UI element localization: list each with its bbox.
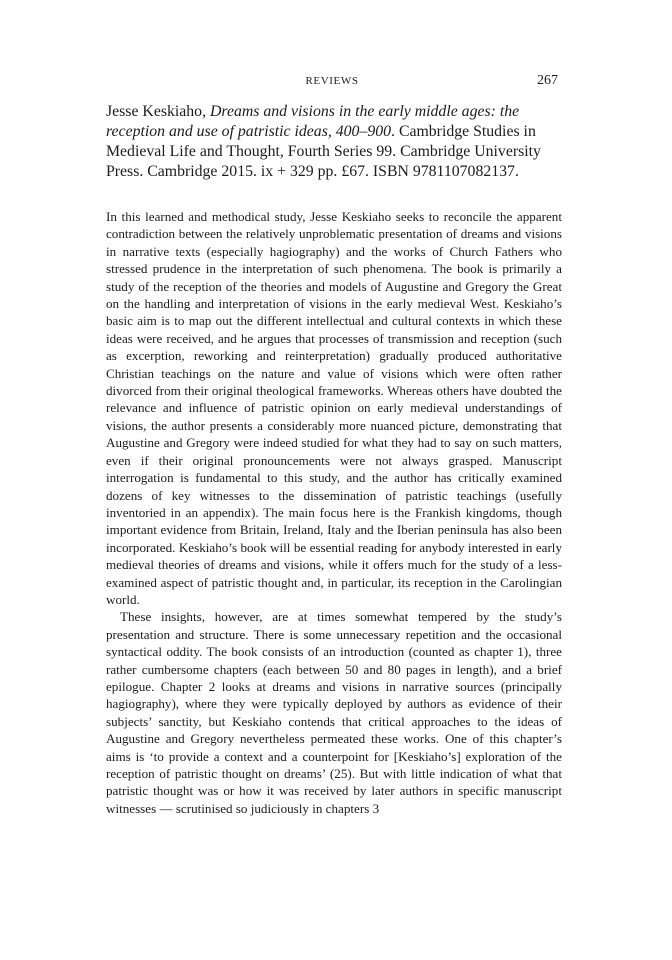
- running-head: [106, 73, 558, 91]
- citation-book-title: Dreams and visions in the early middle ages: the reception and use of patristic ideas, 400–900: [106, 103, 520, 140]
- review-paragraph-2: These insights, however, are at times somewhat tempered by the study’s presentation and structure. There is some unnecessary repetition and the occasional syntactical oddity. The book consists of an introduction (counted as chapter 1), three rather cumbersome chapters (each between 50 and 80 pages in length), and a brief epilogue. Chapter 2 looks at dreams and visions in narrative sources (principally hagiography), where they were typically deployed by authors as evidence of their subjects’ sanctity, but Keskiaho contends that critical approaches to the ideas of Augustine and Gregory nevertheless permeated these works. One of this chapter’s aims is ‘to provide a context and a counterpoint for [Keskiaho’s] exploration of the reception of patristic thought on dreams’ (25). But with little indication of what that patristic thought was or how it was received by later authors in specific manuscript witnesses — scrutinised so judiciously in chapters 3: [106, 609, 562, 816]
- citation-author: Jesse Keskiaho,: [106, 103, 210, 120]
- book-citation: [106, 102, 562, 182]
- running-title: REVIEWS: [305, 75, 359, 87]
- review-paragraph-1: In this learned and methodical study, Jesse Keskiaho seeks to reconcile the apparent contradiction between the relatively unproblematic presentation of dreams and visions in narrative texts (especially hagiography) and the works of Church Fathers who stressed prudence in the interpretation of such phenomena. The book is primarily a study of the reception of the theories and models of Augustine and Gregory the Great on the handling and interpretation of visions in the early medieval West. Keskiaho’s basic aim is to map out the different intellectual and cultural contexts in which these ideas were received, and he argues that processes of transmission and reception (such as excerption, reworking and reinterpretation) gradually produced authoritative Christian teachings on the nature and value of visions which were often rather divorced from their original theological frameworks. Whereas others have doubted the relevance and influence of patristic opinion on early medieval understandings of visions, the author presents a considerably more nuanced picture, demonstrating that Augustine and Gregory were indeed studied for what they had to say on such matters, even if their original pronouncements were not always grasped. Manuscript interrogation is fundamental to this study, and the author has critically examined dozens of key witnesses to the dissemination of patristic teachings (usefully inventoried in an appendix). The main focus here is the Frankish kingdoms, though important evidence from Britain, Ireland, Italy and the Iberian peninsula has also been incorporated. Keskiaho’s book will be essential reading for anybody interested in early medieval theories of dreams and visions, while it offers much for the study of a less-examined aspect of patristic thought and, in particular, its reception in the Carolingian world.: [106, 209, 562, 607]
- page-number: 267: [537, 73, 558, 88]
- review-body: [106, 208, 562, 817]
- citation-details: . Cambridge Studies in Medieval Life and Thought, Fourth Series 99. Cambridge University Press. Cambridge 2015. ix + 329 pp. £67. ISBN 9781107082137.: [106, 123, 541, 180]
